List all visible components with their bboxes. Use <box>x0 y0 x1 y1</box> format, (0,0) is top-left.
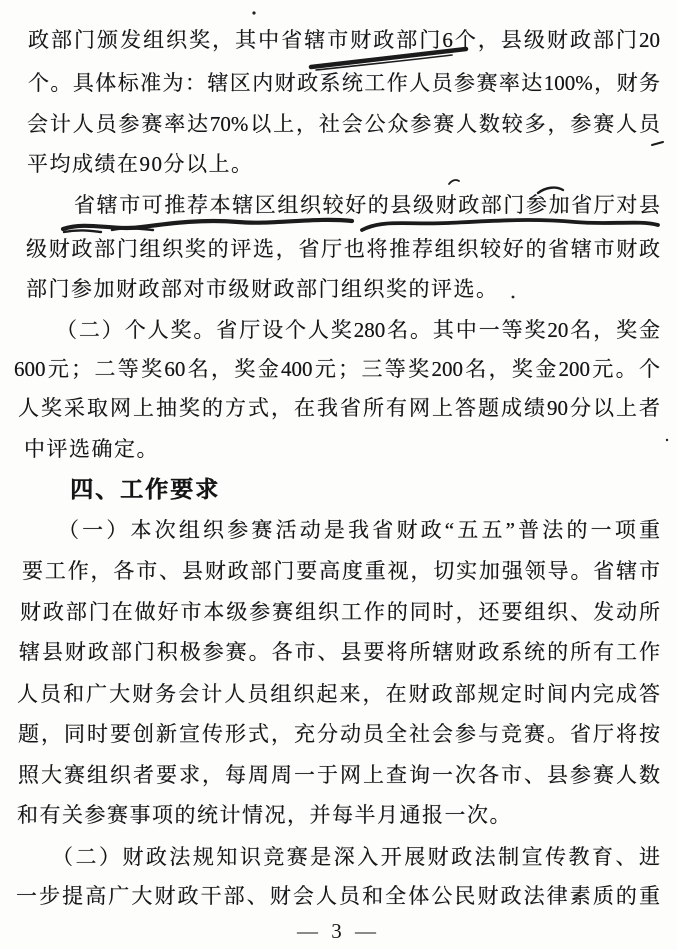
text-line: 个。具体标准为：辖区内财政系统工作人员参赛率达100%，财务 <box>28 71 660 95</box>
text-line: 人员和广大财务会计人员组织起来，在财政部规定时间内完成答 <box>17 682 660 706</box>
handwritten-wavy-underline-icon <box>362 220 658 230</box>
text-line: 辖县财政部门积极参赛。各市、县要将所辖财政系统的所有工作 <box>19 640 660 664</box>
text-line: 题，同时要创新宣传形式，充分动员全社会参与竞赛。省厅将按 <box>18 722 660 746</box>
text-line: （二）财政法规知识竞赛是深入开展财政法制宣传教育、进 <box>52 845 660 869</box>
scan-speck-icon <box>666 439 668 441</box>
text-line: 部门参加财政部对市级财政部门组织奖的评选。 <box>26 277 499 301</box>
text-line: 600元；二等奖60名，奖金400元；三等奖200名，奖金200元。个 <box>14 357 660 381</box>
scan-speck-icon <box>252 11 255 14</box>
section-heading: 四、工作要求 <box>70 476 220 502</box>
text-line: （一）本次组织参赛活动是我省财政“五五”普法的一项重 <box>58 518 660 542</box>
handwritten-wavy-underline-icon <box>64 228 153 232</box>
text-line: 政部门颁发组织奖，其中省辖市财政部门6个，县级财政部门20 <box>28 28 660 52</box>
text-line: 和有关参赛事项的统计情况，并每半月通报一次。 <box>17 803 512 827</box>
text-line: （二）个人奖。省厅设个人奖280名。其中一等奖20名，奖金 <box>56 318 660 342</box>
text-line: 级财政部门组织奖的评选，省厅也将推荐组织较好的省辖市财政 <box>26 237 660 261</box>
text-line: 会计人员参赛率达70%以上，社会公众参赛人数较多，参赛人员 <box>27 112 660 136</box>
scan-speck-icon <box>449 180 459 184</box>
handwritten-underline-icon <box>316 55 452 70</box>
scan-speck-icon <box>512 296 515 299</box>
scan-speck-icon <box>652 142 663 145</box>
page-number: — 3 — <box>297 919 380 943</box>
text-line: 要工作，各市、县财政部门要高度重视，切实加强领导。省辖市 <box>22 559 660 583</box>
handwritten-wavy-underline-icon <box>63 220 352 229</box>
text-line: 中评选确定。 <box>24 437 159 461</box>
text-line: 一步提高广大财政干部、财会人员和全体公民财政法律素质的重 <box>16 884 660 908</box>
text-line: 平均成绩在90分以上。 <box>27 152 254 176</box>
text-line: 省辖市可推荐本辖区组织较好的县级财政部门参加省厅对县 <box>74 193 660 217</box>
text-line: 财政部门在做好市本级参赛组织工作的同时，还要组织、发动所 <box>20 600 660 624</box>
text-line: 人奖采取网上抽奖的方式，在我省所有网上答题成绩90分以上者 <box>18 396 660 420</box>
text-line: 照大赛组织者要求，每周周一于网上查询一次各市、县参赛人数 <box>18 763 660 787</box>
